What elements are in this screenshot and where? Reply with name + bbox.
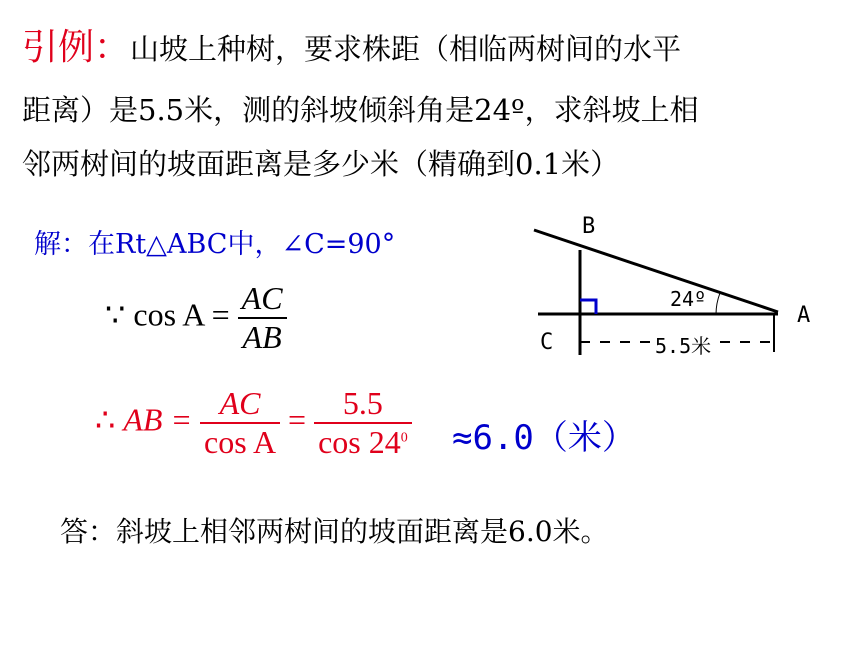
cos-numerator: AC (241, 280, 283, 316)
because-symbol: ∵ (105, 296, 126, 333)
angle-arc (716, 293, 720, 314)
frac2-den-text: cos 24 (318, 424, 401, 460)
vertex-label-b: B (582, 214, 596, 239)
angle-label: 24º (670, 287, 707, 311)
cos-fraction (238, 280, 287, 356)
vertex-label-c: C (540, 330, 554, 355)
degree-superscript: 0 (400, 430, 408, 446)
length-label: 5.5米 (653, 330, 713, 359)
problem-line-2: 距离）是5.5米，测的斜坡倾斜角是24º，求斜坡上相 (22, 93, 699, 127)
frac1-denominator: cos A (200, 422, 280, 461)
cos-formula (105, 280, 287, 356)
hypotenuse-line (534, 230, 778, 312)
approx-result: ≈6.0（米） (452, 418, 636, 458)
solution-intro: 解：在Rt△ABC中，∠C=90° (34, 229, 396, 260)
result-fraction-1 (200, 385, 280, 461)
vertex-label-a: A (797, 303, 811, 328)
problem-line-3: 邻两树间的坡面距离是多少米（精确到0.1米） (22, 147, 620, 181)
example-label: 引例： (22, 27, 131, 68)
right-angle-mark (580, 300, 596, 314)
cos-lhs: cos A = (133, 296, 230, 333)
result-lhs: AB = (123, 401, 193, 438)
therefore-symbol: ∴ (95, 401, 116, 438)
frac2-numerator: 5.5 (342, 385, 383, 421)
frac1-numerator: AC (219, 385, 261, 421)
problem-line-1 (22, 26, 681, 71)
result-equals: = (288, 401, 307, 438)
problem-text-1: 山坡上种树，要求株距（相临两树间的水平 (130, 32, 682, 66)
result-formula (95, 385, 412, 461)
answer-text: 答：斜坡上相邻两树间的坡面距离是6.0米。 (60, 515, 609, 548)
cos-denominator: AB (238, 317, 287, 356)
frac2-denominator (314, 422, 412, 461)
result-fraction-2 (314, 385, 412, 461)
